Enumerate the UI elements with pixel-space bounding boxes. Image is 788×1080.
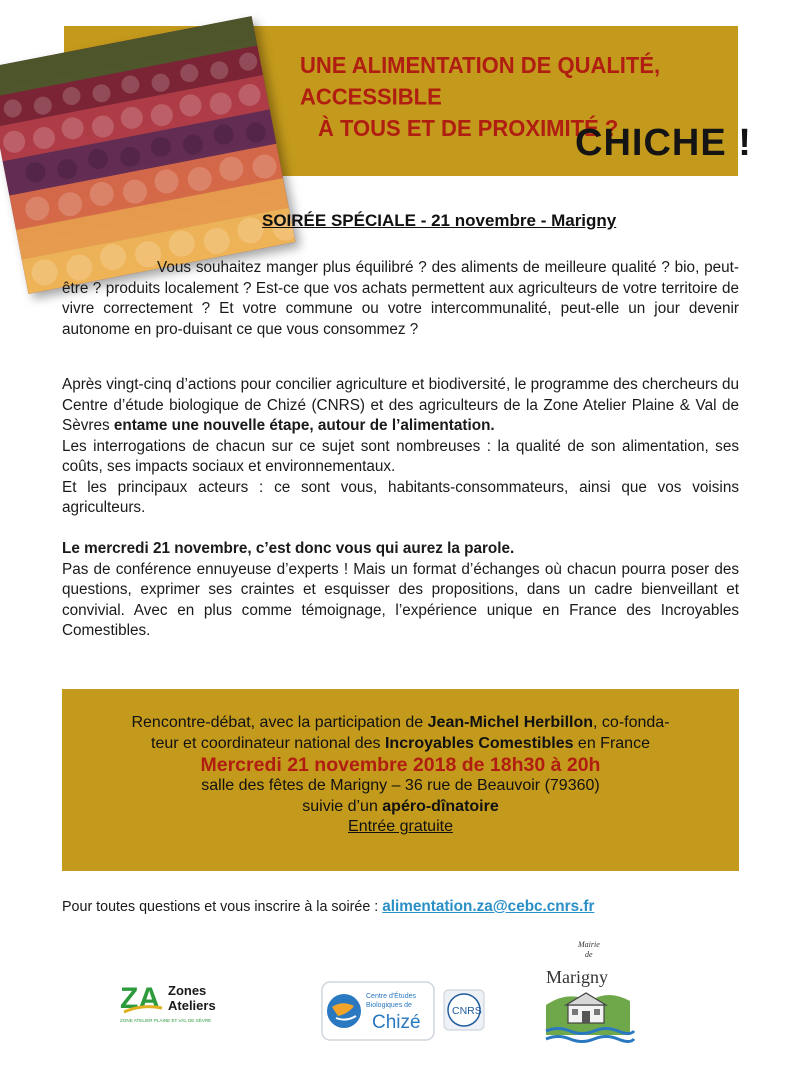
event-line-2-suffix: en France: [573, 734, 650, 752]
organization-name: Incroyables Comestibles: [384, 734, 574, 752]
globe-icon: [327, 994, 361, 1028]
event-subtitle: SOIRÉE SPÉCIALE - 21 novembre - Marigny: [262, 211, 617, 230]
event-venue: salle des fêtes de Marigny – 36 rue de Beauvoir (79360): [201, 777, 600, 794]
format-paragraph: Pas de conférence ennuyeuse d’experts ! Mais un format d’échanges où chacun pourra poser des questions, exprimer ses craintes et esquisser des propositions, dans un cadre bienveillant et convivial. Avec en plus comme témoignage, l’expérience unique en France des Incroyables Comestibles.: [62, 560, 739, 639]
cnrs-mark: CNRS: [452, 1005, 482, 1017]
chize-line-1: Centre d'Études: [366, 993, 416, 1000]
event-line-2-text: teur et coordinateur national des: [151, 734, 385, 752]
date-announcement: [62, 539, 739, 560]
actors-paragraph: Et les principaux acteurs : ce sont vous, habitants-consommateurs, ainsi que vos voisins agriculteurs.: [62, 478, 739, 516]
intro-paragraph: [62, 258, 739, 340]
chiche-title: CHICHE !: [575, 122, 752, 164]
event-info-box: [62, 689, 739, 871]
contact-text: Pour toutes questions et vous inscrire à la soirée :: [62, 899, 383, 915]
contact-email-link[interactable]: alimentation.za@cebc.cnrs.fr: [382, 898, 595, 915]
event-date: Mercredi 21 novembre 2018 de 18h30 à 20h: [200, 754, 601, 776]
program-paragraph: [62, 375, 739, 437]
free-entry: Entrée gratuite: [348, 818, 453, 835]
program-text-bold: entame une nouvelle étape, autour de l’alimentation.: [113, 417, 495, 434]
marigny-small-2: de: [585, 950, 593, 959]
marigny-small-1: Mairie: [578, 940, 600, 949]
market-fruit-photo: [0, 16, 295, 294]
za-tagline: ZONE ATELIER PLAINE ET VAL DE SÈVRE: [120, 1018, 212, 1023]
za-line-2: Ateliers: [168, 998, 216, 1013]
program-text: Après vingt-cinq d’actions pour concilier agriculture et biodiversité, le programme des chercheurs du Centre d’étude biologique de Chizé (CNRS) et des agriculteurs de la Zone Atelier Plaine & Val de Sèvres: [62, 376, 739, 434]
questions-paragraph: Les interrogations de chacun sur ce sujet sont nombreuses : la qualité de son alimentation, ses coûts, ses impacts sociaux et environnementaux.: [62, 437, 739, 475]
event-line-2: [62, 734, 739, 755]
chize-cnrs-logos: [320, 980, 490, 1042]
headline-line-2: À TOUS ET DE PROXIMITÉ ?: [318, 114, 619, 142]
speaker-name: Jean-Michel Herbillon: [427, 714, 594, 731]
chize-line-2: Biologiques de: [366, 1002, 412, 1009]
za-mark: ZA: [120, 982, 160, 1015]
event-line-1-text: Rencontre-débat, avec la participation de: [131, 714, 428, 731]
headline-line-1: UNE ALIMENTATION DE QUALITÉ, ACCESSIBLE: [300, 51, 661, 110]
marigny-logo: [538, 935, 638, 1047]
chize-name: Chizé: [372, 1012, 421, 1033]
event-followup-text: suivie d’un: [302, 797, 383, 815]
event-line-1-suffix: , co-fonda-: [593, 714, 670, 731]
intro-text: Vous souhaitez manger plus équilibré ? des aliments de meilleure qualité ? bio, peut-être ? produits localement ? Est-ce que vos achats permettent aux agriculteurs de votre territoire de vivre correctement ? Et votre commune ou votre intercommunalité, peut-elle un jour devenir autonome en pro-duisant ce que vous consommez ?: [62, 259, 739, 338]
date-announcement-text: Le mercredi 21 novembre, c’est donc vous qui aurez la parole.: [62, 540, 515, 557]
za-line-1: Zones: [168, 983, 207, 998]
main-body: [62, 375, 739, 642]
event-line-1: [62, 713, 739, 734]
event-followup: [62, 797, 739, 818]
zones-ateliers-logo: [118, 978, 258, 1026]
town-hall-icon: [546, 993, 634, 1042]
aperitif-label: apéro-dînatoire: [382, 797, 499, 815]
marigny-name: Marigny: [546, 967, 608, 987]
contact-line: [62, 898, 594, 916]
